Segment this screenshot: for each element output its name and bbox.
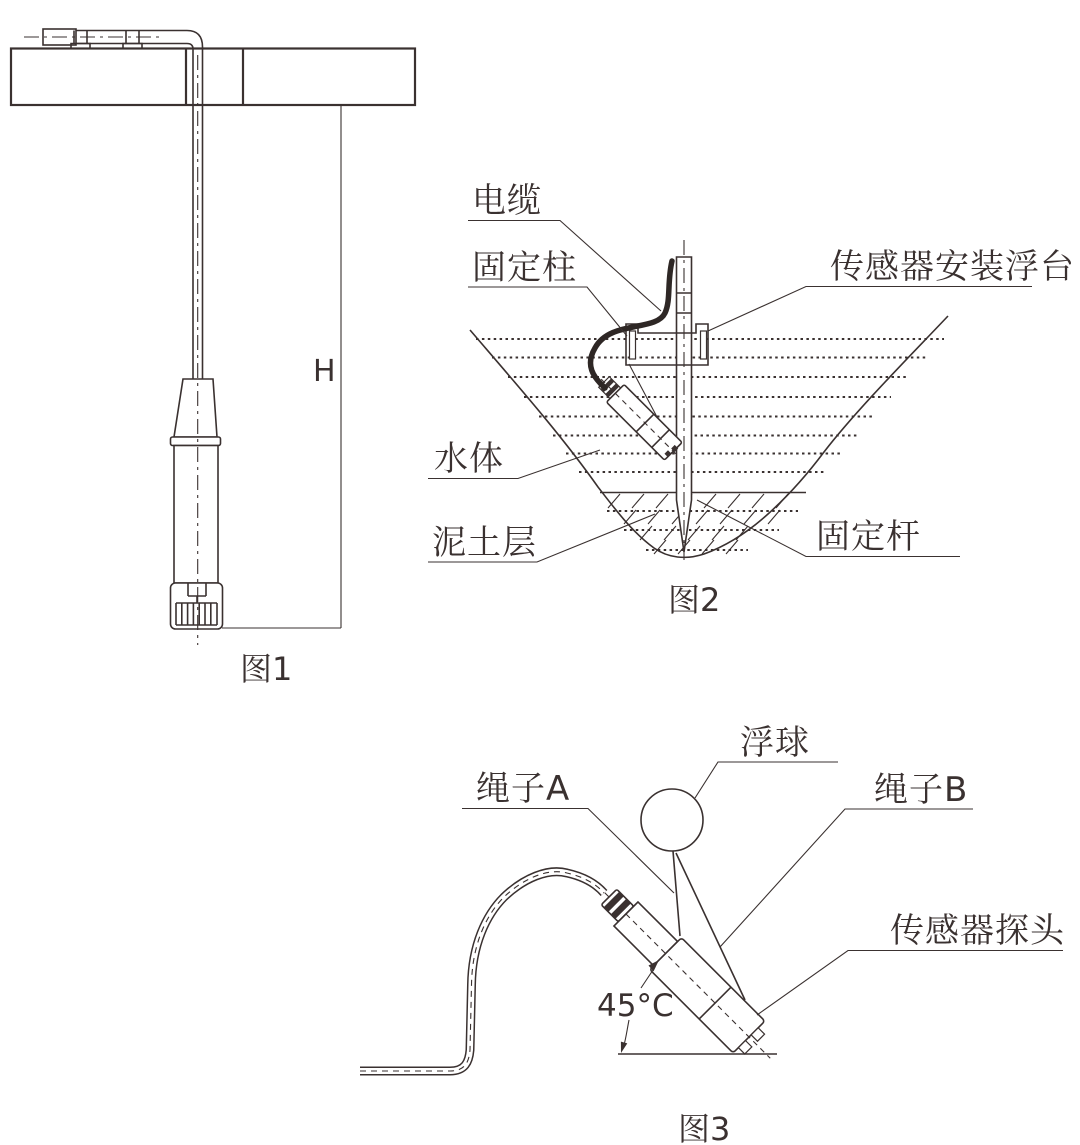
fig2-label-water-body: 水体 — [434, 439, 504, 479]
fig2-label-mud-layer: 泥土层 — [432, 523, 537, 563]
fig3-angle-label: 45°C — [597, 988, 674, 1024]
fig2-label-fixing-post: 固定柱 — [472, 248, 577, 288]
fig3-float-ball — [641, 789, 703, 851]
fig3-caption: 图3 — [678, 1110, 731, 1145]
fig2-fixing-post-left — [630, 331, 636, 359]
figure-3 — [360, 723, 1065, 1145]
fig1-height-dimension — [222, 106, 341, 628]
fig2-mud-hatch — [608, 494, 788, 554]
fig3-label-float-ball: 浮球 — [740, 723, 810, 763]
fig3-label-rope-b: 绳子B — [874, 770, 969, 810]
fig1-sensor — [171, 55, 223, 645]
fig3-label-rope-a: 绳子A — [476, 769, 571, 809]
fig3-label-sensor-probe: 传感器探头 — [890, 911, 1065, 951]
fig2-caption: 图2 — [668, 581, 721, 619]
fig1-top-conduit — [24, 29, 203, 49]
fig2-label-fixing-rod: 固定杆 — [816, 517, 921, 557]
fig1-sensor-cap — [171, 583, 223, 629]
fig2-fixing-post-right — [701, 331, 707, 359]
fig1-mounting-deck — [11, 49, 415, 106]
fig1-sensor-neck — [174, 379, 217, 437]
fig2-float-platform — [626, 324, 708, 365]
fig1-height-label: H — [313, 354, 336, 389]
fig1-sensor-body — [174, 446, 218, 584]
fig1-caption: 图1 — [240, 650, 293, 688]
fig2-label-float-platform: 传感器安装浮台 — [830, 247, 1075, 287]
fig1-sensor-collar — [171, 437, 221, 446]
fig3-rope-a-line — [673, 851, 680, 936]
fig3-cable — [360, 872, 604, 1071]
figure-2 — [428, 181, 1075, 619]
fig2-label-cable: 电缆 — [472, 181, 542, 221]
figure-1 — [11, 29, 415, 688]
